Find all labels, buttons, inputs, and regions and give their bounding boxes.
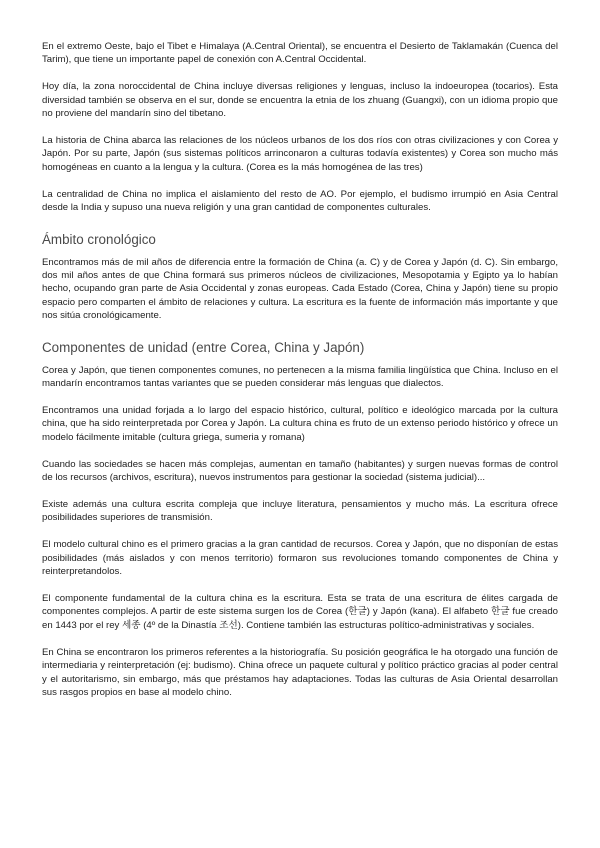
section-heading-unity-components: Componentes de unidad (entre Corea, China y Japón): [42, 339, 365, 355]
paragraph-taklamakan: En el extremo Oeste, bajo el Tibet e Himalaya (A.Central Oriental), se encuentra el Desierto de Taklamakán (Cuenca del Tarim), que tiene un importante papel de conexión con A.Central Occidental.: [42, 41, 558, 66]
paragraph-historiography: En China se encontraron los primeros referentes a la historiografía. Su posición geográfica le ha otorgado una función de intermediaria y reinterpretación (ej: budismo). China ofrece un paquete cultural y político práctico gracias al poder central y el autoritarismo, sin embargo, más que préstamos hay adaptaciones. Todas las culturas de Asia Oriental desarrollan sus rasgos propios en base al modelo chino.: [42, 646, 558, 698]
paragraph-cultural-model: El modelo cultural chino es el primero gracias a la gran cantidad de recursos. Corea y Japón, que no disponían de estas posibilidades (más aislados y con menos territorio) formaron sus revoluciones tomando componentes de China y reinterpretandolos.: [42, 539, 558, 578]
paragraph-languages: Corea y Japón, que tienen componentes comunes, no pertenecen a la misma familia lingüística que China. Incluso en el mandarín encontramos tantas variantes que se pueden considerar más lenguas que dialectos.: [42, 364, 558, 389]
paragraph-history-china: La historia de China abarca las relaciones de los núcleos urbanos de los dos ríos con otras civilizaciones y con Corea y Japón. Por su parte, Japón (sus sistemas políticos arrinconaron a culturas todavía existentes) y Corea son mucho más homogéneas en cuanto a la lengua y la cultura. (Corea es la más homogénea de las tres): [42, 135, 558, 173]
paragraph-chronology: Encontramos más de mil años de diferencia entre la formación de China (a. C) y de Corea y Japón (d. C). Sin embargo, dos mil años antes de que China formará sus primeros núcleos de civilizaciones, Mesopotamia y Egipto ya lo habían hecho, ocupando gran parte de Asia Occidental y zonas europeas. Cada Estado (Corea, China y Japón) tiene su propio espacio pero comparten el ámbito de relaciones y cultura. La escritura es la fuente de información más importante y que nos sitúa cronológicamente.: [42, 256, 558, 322]
paragraph-writing-system: El componente fundamental de la cultura china es la escritura. Esta se trata de una escritura de élites cargada de componentes complejos. A partir de este sistema surgen los de Corea (한글) y Japón (kana). El alfabeto 한글 fue creado en 1443 por el rey 세종 (4º de la Dinastía 조선). Contiene también las estructuras político-administrativas y sociales.: [42, 592, 558, 631]
paragraph-unity: Encontramos una unidad forjada a lo largo del espacio histórico, cultural, político e ideológico marcada por la cultura china, que ha sido reinterpretada por Corea y Japón. La cultura china es fruto de un extenso periodo histórico y ofrece un modelo fácilmente imitable (cultura griega, sumeria y romana): [42, 404, 558, 443]
paragraph-diversity: Hoy día, la zona noroccidental de China incluye diversas religiones y lenguas, incluso la indoeuropea (tocarios). Esta diversidad también se observa en el sur, donde se encuentra la etnia de los zhuang (Guangxi), con un idioma propio que no proviene del mandarín sino del tibetano.: [42, 81, 558, 120]
section-heading-chronology: Ámbito cronológico: [42, 231, 156, 247]
paragraph-complex-societies: Cuando las sociedades se hacen más complejas, aumentan en tamaño (habitantes) y surgen nuevas formas de control de los recursos (archivos, escritura), nuevos instrumentos para gestionar la sociedad (sistema judicial)...: [42, 458, 558, 484]
paragraph-centrality: La centralidad de China no implica el aislamiento del resto de AO. Por ejemplo, el budismo irrumpió en Asia Central desde la India y supuso una nueva religión y una gran cantidad de componentes culturales.: [42, 188, 558, 214]
paragraph-written-culture: Existe además una cultura escrita compleja que incluye literatura, pensamientos y mucho más. La escritura ofrece posibilidades superiores de transmisión.: [42, 498, 558, 524]
